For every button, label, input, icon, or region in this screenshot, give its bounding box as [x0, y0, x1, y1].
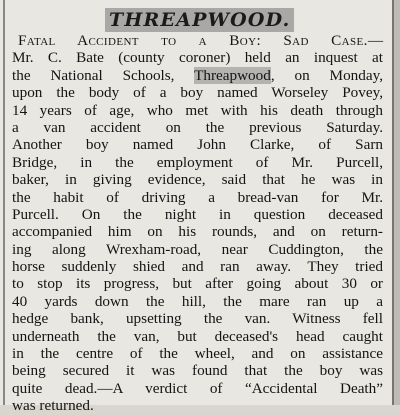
article-line: horse suddenly shied and ran away. They tried — [12, 258, 383, 276]
article-line: was returned. — [12, 397, 94, 415]
article-line — [12, 67, 383, 84]
heading-text: THREAPWOOD. — [105, 8, 294, 32]
column-rule-left — [3, 0, 5, 405]
article-line: 14 years of age, who met with his death through — [12, 101, 383, 119]
article-line: the habit of driving a bread-van for Mr. — [12, 188, 383, 206]
article-line: quite dead.—A verdict of “Accidental Death” — [12, 379, 383, 397]
article-heading — [105, 8, 291, 32]
article-line: in the centre of the wheel, and on assistance — [12, 345, 383, 363]
article-line: hedge bank, upsetting the van. Witness fell — [12, 310, 383, 328]
article-line: Another boy named John Clarke, of Sarn — [12, 136, 383, 154]
page-margin — [394, 0, 400, 405]
article-line: ing along Wrexham-road, near Cuddington, the — [12, 240, 383, 258]
article-line: Bridge, in the employment of Mr. Purcell, — [12, 153, 383, 171]
article-body — [12, 32, 392, 415]
highlighted-word: Threapwood — [194, 66, 271, 84]
article-line: underneath the van, but deceased's head caught — [12, 327, 383, 345]
line-text: , on Monday, — [270, 66, 383, 84]
article-line: to stop its progress, but after going about 30 or — [12, 275, 383, 293]
lead-smallcaps: Fatal Accident to a Boy: Sad Case. — [18, 32, 368, 49]
article-line: a van accident on the previous Saturday. — [12, 118, 383, 136]
article-line: baker, in giving evidence, said that he was in — [12, 171, 383, 189]
article-line: upon the body of a boy named Worseley Povey, — [12, 84, 383, 102]
article-line: being secured it was found that the boy was — [12, 362, 383, 380]
article-line-lead — [12, 32, 383, 49]
article-line: Purcell. On the night in question deceased — [12, 205, 383, 223]
article-line: Mr. C. Bate (county coroner) held an inquest at — [12, 49, 383, 67]
lead-dash: — — [367, 32, 383, 49]
article-line: 40 yards down the hill, the mare ran up a — [12, 292, 383, 310]
line-text: the National Schools, — [12, 66, 195, 84]
article-line: accompanied him on his rounds, and on return- — [12, 223, 383, 241]
